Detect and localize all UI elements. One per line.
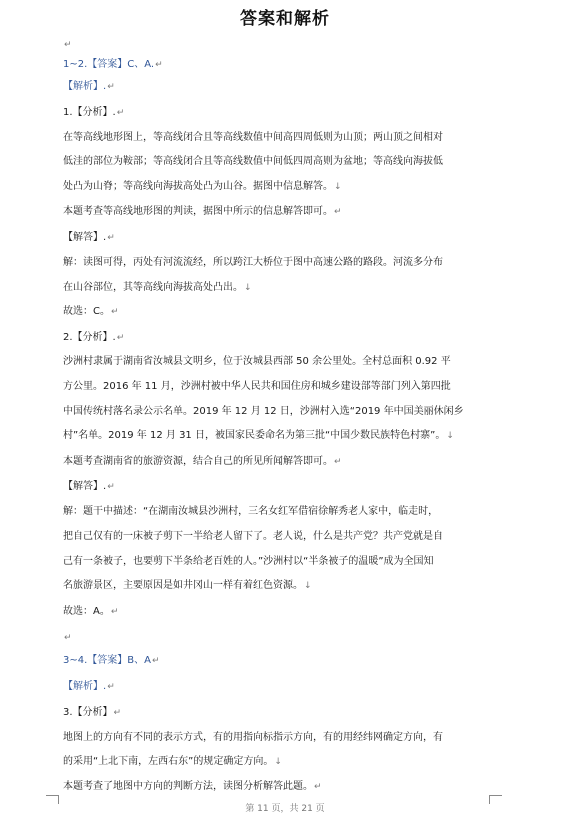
line-text: 本题考查了地图中方向的判断方法，读图分析解答此题。	[63, 781, 313, 792]
paragraph-mark-icon: ↵	[107, 233, 115, 243]
paragraph-mark-icon: ↵	[113, 708, 122, 718]
text-line	[63, 429, 503, 443]
paragraph-mark-icon: ↓	[334, 182, 342, 192]
text-line	[63, 231, 503, 245]
line-text: 【解答】.	[63, 232, 107, 243]
paragraph-mark-icon: ↵	[155, 60, 163, 70]
text-line	[63, 155, 503, 169]
paragraph-mark-icon: ↵	[107, 82, 115, 92]
page-footer: 第 11 页，共 21 页	[245, 804, 325, 814]
line-text: 沙洲村隶属于湖南省汝城县文明乡，位于汝城县西部 50 余公里处。全村总面积 0.92 平	[63, 356, 451, 367]
paragraph-mark-icon: ↓	[304, 581, 312, 591]
paragraph-mark-icon: ↵	[116, 108, 125, 118]
line-text: 【解答】.	[63, 481, 107, 492]
line-text: 1.【分析】.	[63, 107, 116, 118]
paragraph-mark-icon: ↵	[107, 482, 115, 492]
paragraph-mark-icon: ↓	[244, 283, 252, 293]
line-text: 【解析】.	[63, 81, 107, 92]
text-line	[63, 180, 503, 194]
line-text: 己有一条被子，也要剪下半条给老百姓的人。”沙洲村以“半条被子的温暖”成为全国知	[63, 556, 434, 567]
line-text: 故选：A。	[63, 606, 110, 617]
line-text: 在等高线地形图上，等高线闭合且等高线数值中间高四周低则为山顶；两山顶之间相对	[63, 132, 443, 143]
paragraph-mark-icon: ↵	[151, 656, 160, 666]
paragraph-mark-icon: ↵	[314, 782, 322, 792]
paragraph-mark-icon: ↓	[446, 431, 454, 441]
text-line	[63, 80, 503, 94]
line-text: 方公里。2016 年 11 月，沙洲村被中华人民共和国住房和城乡建设部等部门列入第四批	[63, 381, 451, 392]
line-text: 村”名单。2019 年 12 月 31 日，被国家民委命名为第三批“中国少数民族特色村寨”。	[63, 430, 446, 441]
text-line	[63, 731, 503, 745]
line-text: 解：题干中描述：“在湖南汝城县沙洲村，三名女红军借宿徐解秀老人家中，临走时，	[63, 506, 439, 517]
paragraph-mark-icon: ↓	[274, 757, 282, 767]
text-line	[63, 331, 503, 345]
line-text: 处凸为山脊；等高线向海拔高处凸为山谷。据图中信息解答。	[63, 181, 333, 192]
text-line	[63, 780, 503, 794]
paragraph-mark-icon: ↵	[107, 682, 115, 692]
text-line	[63, 205, 503, 219]
line-text: 解：读图可得，丙处有河流流经，所以跨江大桥位于图中高速公路的路段。河流多分布	[63, 257, 443, 268]
text-line	[63, 455, 503, 469]
line-text: 3~4.【答案】B、A	[63, 655, 151, 666]
text-line	[63, 755, 503, 769]
line-text: 的采用“上北下南，左西右东”的规定确定方向。	[63, 756, 274, 767]
line-text: 1~2.【答案】C、A.	[63, 59, 155, 70]
line-text: 【解析】.	[63, 681, 107, 692]
paragraph-mark-icon: ↵	[110, 607, 119, 617]
text-line	[63, 605, 503, 619]
text-line	[63, 131, 503, 145]
text-line	[63, 38, 503, 52]
line-text: 在山谷部位，其等高线向海拔高处凸出。	[63, 282, 243, 293]
text-line	[63, 631, 503, 645]
text-line	[63, 505, 503, 519]
line-text: 2.【分析】.	[63, 332, 116, 343]
text-line	[63, 305, 503, 319]
text-line	[63, 680, 503, 694]
text-line	[63, 281, 503, 295]
line-text: 中国传统村落名录公示名单。2019 年 12 月 12 日，沙洲村入选“2019 年中国美丽休闲乡	[63, 406, 464, 417]
page-title: 答案和解析	[240, 9, 330, 29]
line-text: 地图上的方向有不同的表示方式，有的用指向标指示方向，有的用经纬网确定方向，有	[63, 732, 443, 743]
text-line	[63, 706, 503, 720]
text-line	[63, 654, 503, 668]
paragraph-mark-icon: ↵	[110, 307, 119, 317]
paragraph-mark-icon: ↵	[64, 40, 72, 50]
line-text: 把自己仅有的一床被子剪下一半给老人留下了。老人说，什么是共产党？共产党就是自	[63, 531, 443, 542]
text-line	[63, 555, 503, 569]
text-line	[63, 256, 503, 270]
paragraph-mark-icon: ↵	[334, 207, 342, 217]
text-line	[63, 530, 503, 544]
line-text: 本题考查等高线地形图的判读，据图中所示的信息解答即可。	[63, 206, 333, 217]
text-line	[63, 579, 503, 593]
line-text: 名旅游景区，主要原因是如井冈山一样有着红色资源。	[63, 580, 303, 591]
text-line	[63, 380, 503, 394]
paragraph-mark-icon: ↵	[334, 457, 342, 467]
line-text: 故选：C。	[63, 306, 110, 317]
paragraph-mark-icon: ↵	[64, 633, 72, 643]
line-text: 本题考查湖南省的旅游资源，结合自己的所见所闻解答即可。	[63, 456, 333, 467]
text-line	[63, 405, 503, 419]
line-text: 低洼的部位为鞍部；等高线闭合且等高线数值中间低四周高则为盆地；等高线向海拔低	[63, 156, 443, 167]
text-line	[63, 480, 503, 494]
line-text: 3.【分析】	[63, 707, 113, 718]
text-line	[63, 106, 503, 120]
text-line	[63, 355, 503, 369]
paragraph-mark-icon: ↵	[116, 333, 125, 343]
text-line	[63, 58, 503, 72]
